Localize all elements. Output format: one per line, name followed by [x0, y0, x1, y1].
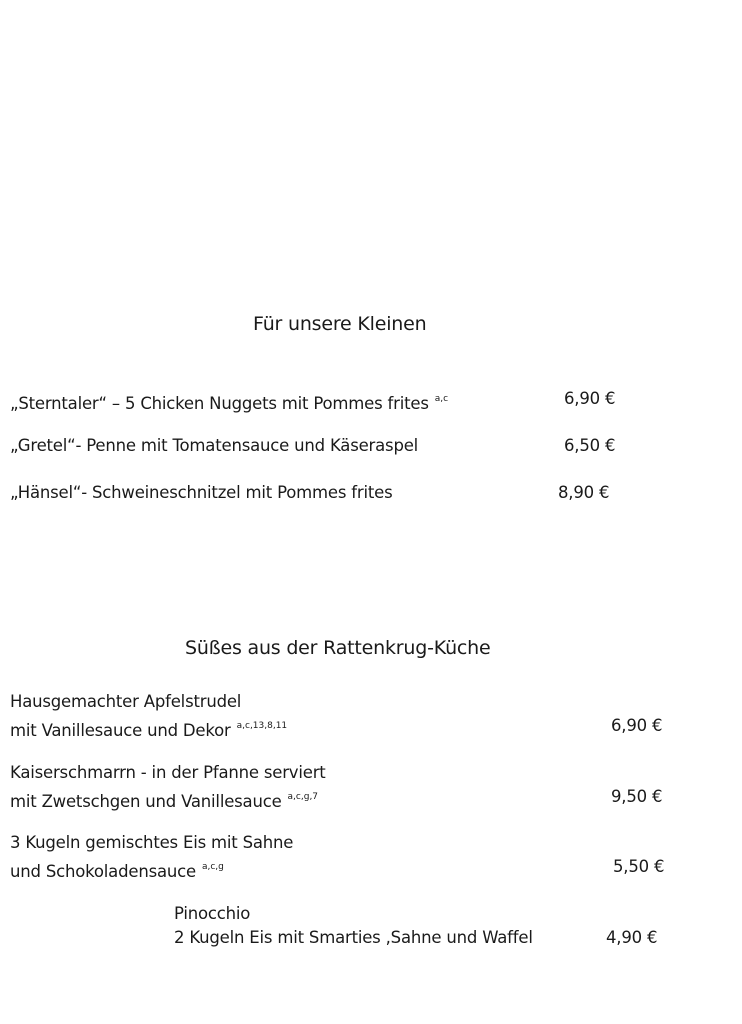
dessert-item-kaiserschmarrn — [10, 761, 326, 814]
dessert-item-price: 9,50 € — [611, 787, 663, 806]
dessert-item-line2 — [10, 714, 287, 743]
dessert-item-line1: Pinocchio — [174, 904, 251, 923]
dessert-item-apfelstrudel — [10, 690, 287, 743]
dessert-item-price: 4,90 € — [606, 928, 658, 947]
kids-item-price: 6,90 € — [564, 389, 616, 408]
kids-item-sterntaler — [10, 387, 448, 416]
kids-item-name: „Sterntaler“ – 5 Chicken Nuggets mit Pommes frites — [10, 394, 429, 413]
dessert-section-title: Süßes aus der Rattenkrug-Küche — [185, 637, 491, 659]
allergen-note: a,c — [434, 394, 449, 404]
dessert-item-pinocchio — [174, 902, 533, 950]
kids-item-gretel — [10, 434, 418, 458]
kids-item-name: „Gretel“- Penne mit Tomatensauce und Käseraspel — [10, 436, 419, 455]
dessert-item-eis — [10, 831, 293, 884]
kids-item-name: „Hänsel“- Schweineschnitzel mit Pommes frites — [10, 483, 393, 502]
dessert-item-desc: und Schokoladensauce — [10, 862, 196, 881]
dessert-item-line2 — [10, 855, 293, 884]
dessert-item-desc: mit Zwetschgen und Vanillesauce — [10, 792, 282, 811]
allergen-note: a,c,g,7 — [287, 792, 319, 802]
kids-item-haensel — [10, 481, 393, 505]
allergen-note: a,c,g — [201, 862, 224, 872]
dessert-item-line1: 3 Kugeln gemischtes Eis mit Sahne — [10, 833, 294, 852]
dessert-item-line1: Hausgemachter Apfelstrudel — [10, 692, 242, 711]
kids-item-price: 8,90 € — [558, 483, 610, 502]
dessert-item-price: 6,90 € — [611, 716, 663, 735]
dessert-item-line2 — [10, 785, 326, 814]
allergen-note: a,c,13,8,11 — [236, 721, 288, 731]
dessert-item-desc: mit Vanillesauce und Dekor — [10, 721, 231, 740]
kids-item-price: 6,50 € — [564, 436, 616, 455]
dessert-item-line1: Kaiserschmarrn - in der Pfanne serviert — [10, 763, 326, 782]
dessert-item-line2: 2 Kugeln Eis mit Smarties ,Sahne und Waffel — [174, 928, 533, 947]
kids-section-title: Für unsere Kleinen — [253, 313, 427, 335]
dessert-item-price: 5,50 € — [613, 857, 665, 876]
